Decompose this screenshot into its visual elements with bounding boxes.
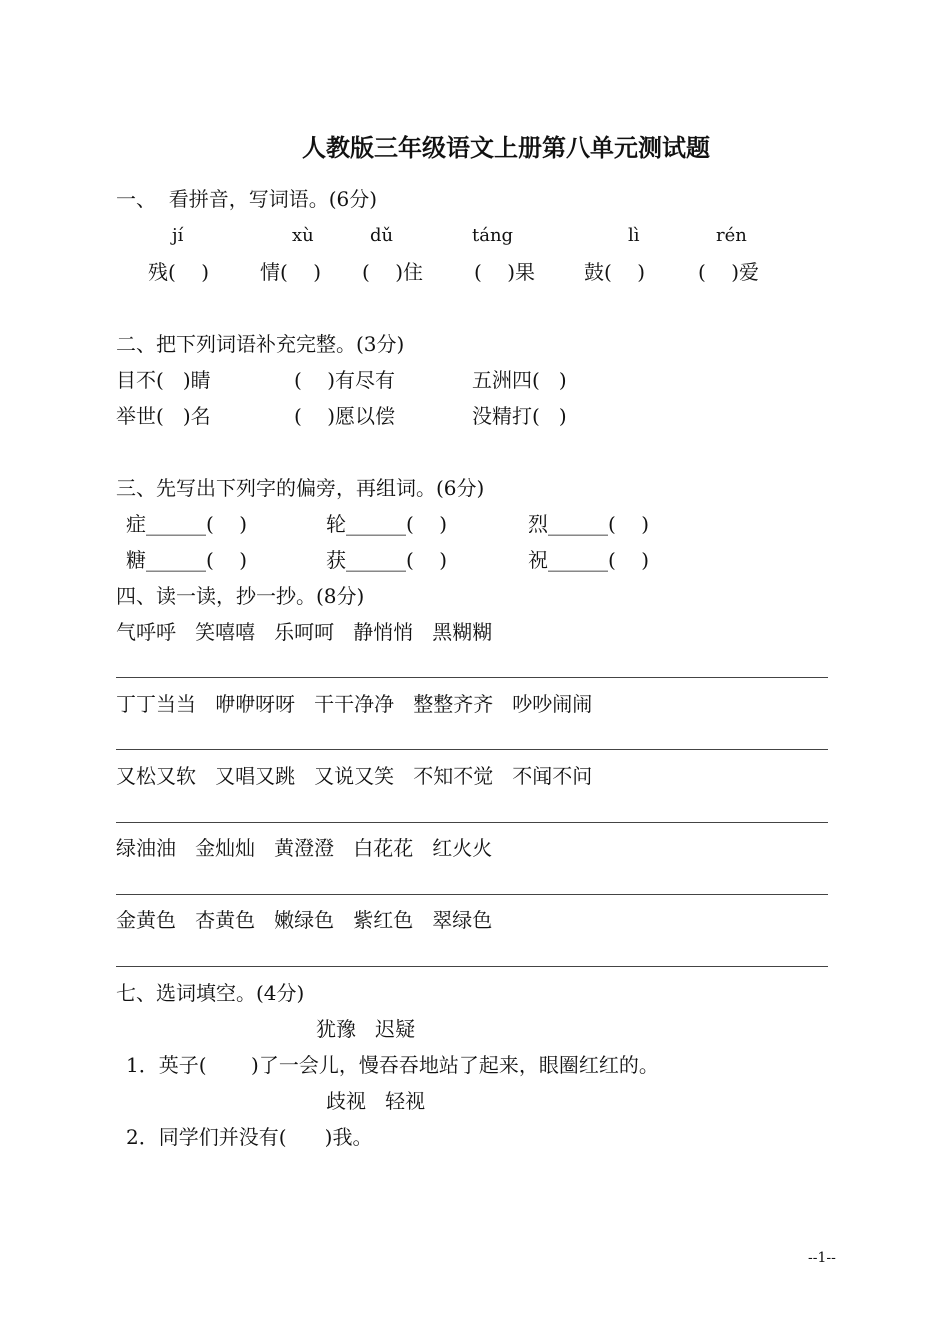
writing-line bbox=[116, 749, 828, 750]
pinyin-6: rén bbox=[716, 225, 747, 246]
radical-item-1: 症______( ) bbox=[126, 512, 248, 536]
radical-item-3: 烈______( ) bbox=[528, 512, 650, 536]
copy-words-line-5: 金黄色 杏黄色 嫩绿色 紫红色 翠绿色 bbox=[116, 908, 493, 932]
word-3: ( )住 bbox=[362, 260, 424, 284]
copy-words-line-2: 丁丁当当 咿咿呀呀 干干净净 整整齐齐 吵吵闹闹 bbox=[116, 692, 593, 716]
section-2-heading: 二、把下列词语补充完整。(3分) bbox=[116, 332, 405, 356]
copy-words-line-3: 又松又软 又唱又跳 又说又笑 不知不觉 不闻不问 bbox=[116, 764, 593, 788]
copy-words-line-1: 气呼呼 笑嘻嘻 乐呵呵 静悄悄 黑糊糊 bbox=[116, 620, 493, 644]
word-2: 情( ) bbox=[260, 260, 322, 284]
section-4-heading: 四、读一读，抄一抄。(8分) bbox=[116, 584, 365, 608]
writing-line bbox=[116, 677, 828, 678]
idiom-1: 目不( )睛 bbox=[116, 368, 211, 392]
section-3-heading: 三、先写出下列字的偏旁，再组词。(6分) bbox=[116, 476, 485, 500]
word-1: 残( ) bbox=[148, 260, 210, 284]
page-title: 人教版三年级语文上册第八单元测试题 bbox=[302, 133, 710, 162]
word-5: 鼓( ) bbox=[584, 260, 646, 284]
writing-line bbox=[116, 894, 828, 895]
word-choices-1: 犹豫 迟疑 bbox=[316, 1017, 416, 1041]
pinyin-3: dǔ bbox=[370, 225, 394, 246]
word-choices-2: 歧视 轻视 bbox=[326, 1089, 426, 1113]
copy-words-line-4: 绿油油 金灿灿 黄澄澄 白花花 红火火 bbox=[116, 836, 493, 860]
pinyin-1: jí bbox=[172, 225, 184, 246]
idiom-4: 举世( )名 bbox=[116, 404, 211, 428]
idiom-3: 五洲四( ) bbox=[472, 368, 567, 392]
writing-line bbox=[116, 822, 828, 823]
writing-line bbox=[116, 966, 828, 967]
radical-item-5: 获______( ) bbox=[326, 548, 448, 572]
pinyin-5: lì bbox=[628, 225, 640, 246]
radical-item-4: 糖______( ) bbox=[126, 548, 248, 572]
pinyin-2: xù bbox=[292, 225, 314, 246]
section-1-heading: 一、 看拼音，写词语。(6分) bbox=[116, 187, 378, 211]
idiom-2: ( )有尽有 bbox=[294, 368, 396, 392]
radical-item-6: 祝______( ) bbox=[528, 548, 650, 572]
fill-question-1: 1．英子( )了一会儿，慢吞吞地站了起来，眼圈红红的。 bbox=[126, 1053, 659, 1077]
word-6: ( )爱 bbox=[698, 260, 760, 284]
fill-question-2: 2．同学们并没有( )我。 bbox=[126, 1125, 373, 1149]
idiom-5: ( )愿以偿 bbox=[294, 404, 396, 428]
radical-item-2: 轮______( ) bbox=[326, 512, 448, 536]
word-4: ( )果 bbox=[474, 260, 536, 284]
section-7-heading: 七、选词填空。(4分) bbox=[116, 981, 305, 1005]
idiom-6: 没精打( ) bbox=[472, 404, 567, 428]
page-number: --1-- bbox=[808, 1250, 836, 1266]
pinyin-4: táng bbox=[472, 225, 514, 246]
